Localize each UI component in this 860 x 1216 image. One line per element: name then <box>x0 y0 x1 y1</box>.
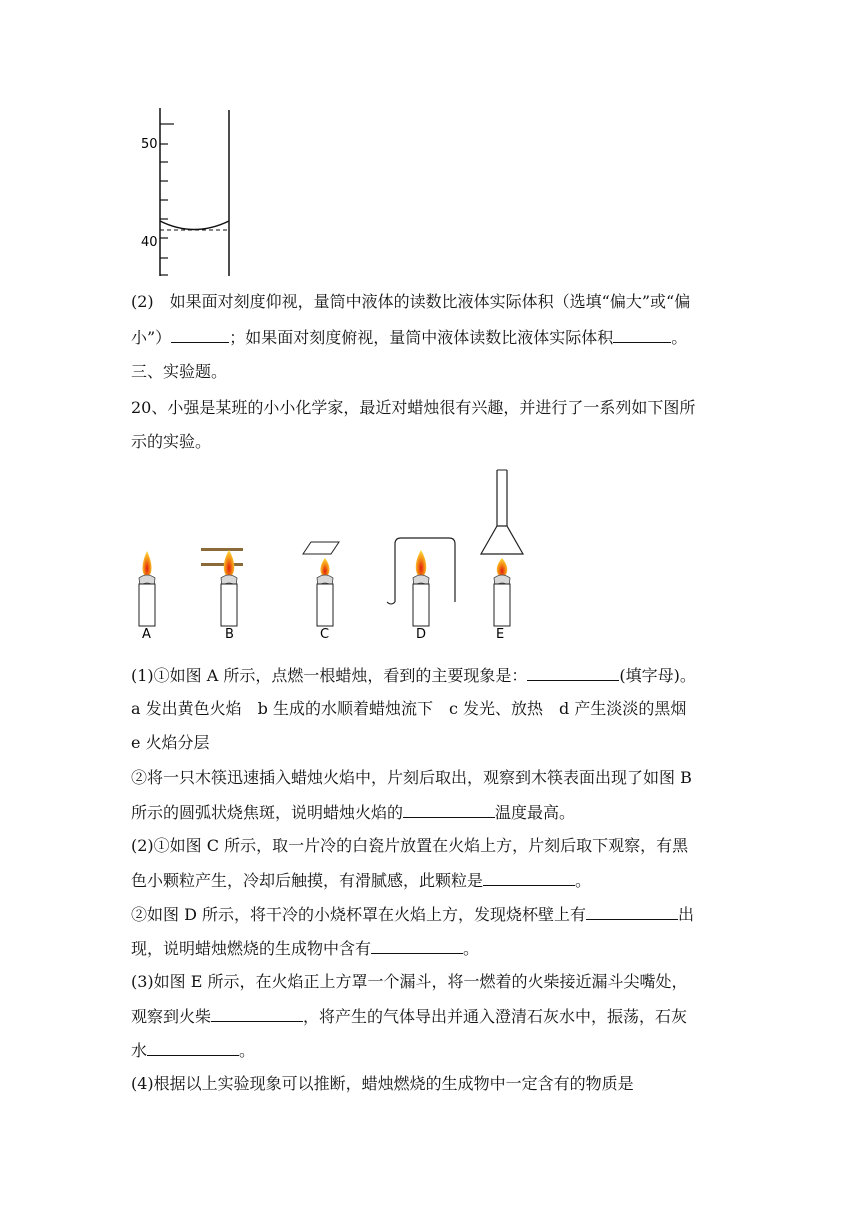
p3-line-1: (3)如图 E 所示，在火焰正上方罩一个漏斗，将一燃着的火柴接近漏斗尖嘴处， <box>131 972 688 991</box>
candle-d <box>387 538 455 642</box>
p2-line-1: (2)①如图 C 所示，取一片冷的白瓷片放置在火焰上方，片刻后取下观察，有黑 <box>131 836 689 855</box>
figure-label-e: E <box>496 627 505 642</box>
p1-sub2-line-1: ②将一只木筷迅速插入蜡烛火焰中，片刻后取出，观察到木筷表面出现了如图 B <box>131 768 692 787</box>
answer-blank[interactable] <box>211 1005 303 1022</box>
tick-label-40: 40 <box>141 235 158 250</box>
p2-line-2: 色小颗粒产生，冷却后触摸，有滑腻感，此颗粒是 。 <box>131 871 592 890</box>
meniscus-curve <box>160 221 229 230</box>
tick-label-50: 50 <box>141 137 158 152</box>
p3-line-3: 水 。 <box>131 1041 256 1060</box>
section-heading: 三、实验题。 <box>131 362 228 381</box>
answer-blank[interactable] <box>171 326 229 343</box>
p1-line-1: (1)①如图 A 所示，点燃一根蜡烛，看到的主要现象是： (填字母)。 <box>131 666 696 685</box>
graduated-cylinder-figure <box>128 108 238 278</box>
candle-a <box>139 551 155 642</box>
answer-blank[interactable] <box>371 937 463 954</box>
candle-c <box>303 542 339 642</box>
cylinder-question-line-2: 小”） ；如果面对刻度俯视，量筒中液体读数比液体实际体积 。 <box>131 328 688 347</box>
figure-label-a: A <box>142 627 151 642</box>
cylinder-scale-ticks <box>160 124 174 275</box>
q20-line-1: 20、小强是某班的小小化学家，最近对蜡烛很有兴趣，并进行了一系列如下图所 <box>131 398 696 417</box>
answer-blank[interactable] <box>527 664 619 681</box>
p1-sub2-line-2: 所示的圆弧状烧焦斑，说明蜡烛火焰的 温度最高。 <box>131 803 576 822</box>
p1-option-e: e 火焰分层 <box>131 733 210 752</box>
candle-e <box>481 470 523 642</box>
p2-line-3: ②如图 D 所示，将干冷的小烧杯罩在火焰上方，发现烧杯壁上有 出 <box>131 905 695 924</box>
answer-blank[interactable] <box>483 869 575 886</box>
answer-blank[interactable] <box>147 1039 239 1056</box>
candle-experiments-figure <box>125 466 545 646</box>
p1-options: a 发出黄色火焰 b 生成的水顺着蜡烛流下 c 发光、放热 d 产生淡淡的黑烟 <box>131 699 687 718</box>
answer-blank[interactable] <box>403 801 495 818</box>
q20-line-2: 示的实验。 <box>131 432 212 451</box>
answer-blank[interactable] <box>586 903 678 920</box>
figure-label-d: D <box>416 627 427 642</box>
p3-line-2: 观察到火柴 ，将产生的气体导出并通入澄清石灰水中，振荡，石灰 <box>131 1007 688 1026</box>
p4-line-1: (4)根据以上实验现象可以推断，蜡烛燃烧的生成物中一定含有的物质是 <box>131 1074 634 1093</box>
p2-line-4: 现，说明蜡烛燃烧的生成物中含有 。 <box>131 939 480 958</box>
figure-label-c: C <box>320 627 330 642</box>
answer-blank[interactable] <box>613 326 671 343</box>
cylinder-question-line-1: (2) 如果面对刻度仰视，量筒中液体的读数比液体实际体积（选填“偏大”或“偏 <box>131 292 691 311</box>
figure-label-b: B <box>225 627 234 642</box>
candle-b <box>201 548 243 642</box>
